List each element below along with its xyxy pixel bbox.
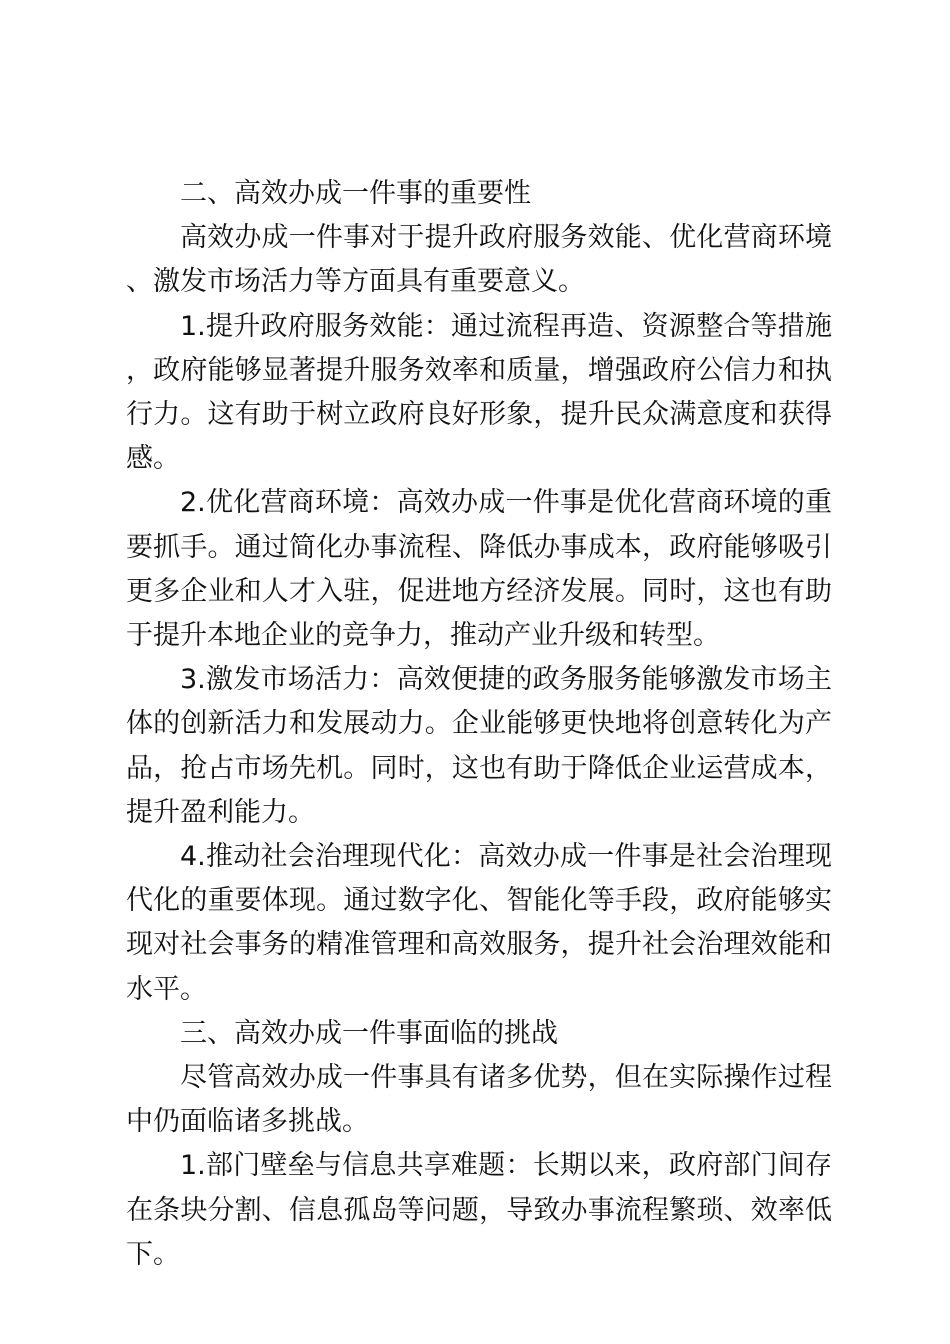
paragraph-point-1-service-efficiency: 1.提升政府服务效能：通过流程再造、资源整合等措施，政府能够显著提升服务效率和质量，增强政府公信力和执行力。这有助于树立政府良好形象，提升民众满意度和获得感。 <box>126 310 832 475</box>
section-heading-challenges: 三、高效办成一件事面临的挑战 <box>180 1017 558 1049</box>
paragraph-intro-importance: 高效办成一件事对于提升政府服务效能、优化营商环境、激发市场活力等方面具有重要意义。 <box>126 222 832 298</box>
paragraph-challenge-1-department-barriers: 1.部门壁垒与信息共享难题：长期以来，政府部门间存在条块分割、信息孤岛等问题，导致办事流程繁琐、效率低下。 <box>126 1150 832 1270</box>
paragraph-point-3-market-vitality: 3.激发市场活力：高效便捷的政务服务能够激发市场主体的创新活力和发展动力。企业能够更快地将创意转化为产品，抢占市场先机。同时，这也有助于降低企业运营成本，提升盈利能力。 <box>126 664 832 828</box>
section-heading-importance: 二、高效办成一件事的重要性 <box>180 178 531 209</box>
paragraph-point-2-business-environment: 2.优化营商环境：高效办成一件事是优化营商环境的重要抓手。通过简化办事流程、降低办事成本，政府能够吸引更多企业和人才入驻，促进地方经济发展。同时，这也有助于提升本地企业的竞争力，推动产业升级和转型。 <box>126 487 832 652</box>
paragraph-point-4-governance-modernization: 4.推动社会治理现代化：高效办成一件事是社会治理现代化的重要体现。通过数字化、智能化等手段，政府能够实现对社会事务的精准管理和高效服务，提升社会治理效能和水平。 <box>126 841 832 1005</box>
paragraph-intro-challenges: 尽管高效办成一件事具有诸多优势，但在实际操作过程中仍面临诸多挑战。 <box>126 1062 832 1138</box>
document-page <box>126 172 832 1277</box>
